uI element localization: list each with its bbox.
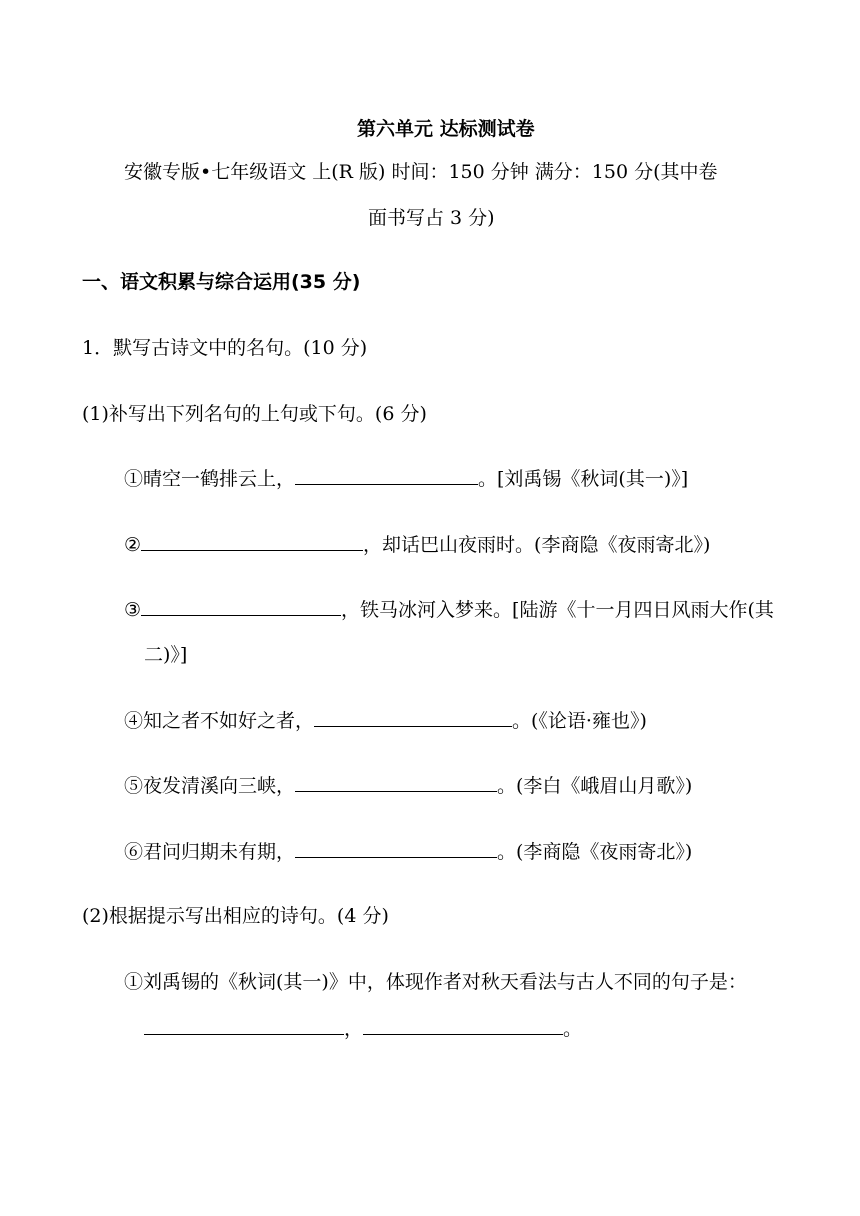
page-title: 第六单元 达标测试卷 <box>357 118 535 140</box>
section-heading: 一、语文积累与综合运用(35 分) <box>82 271 361 293</box>
blank-end: 。 <box>563 1018 583 1040</box>
part-2-item-1: ①刘禹锡的《秋词(其一)》中，体现作者对秋天看法与古人不同的句子是： <box>124 971 747 993</box>
fill-item-text: ② <box>124 534 142 556</box>
fill-item-text: ⑤夜发清溪向三峡， <box>124 775 296 797</box>
question-1-stem: 1．默写古诗文中的名句。(10 分) <box>82 337 368 359</box>
exam-info-line-2: 面书写占 3 分) <box>368 207 495 229</box>
answer-blank[interactable] <box>295 839 497 858</box>
fill-item-5 <box>124 773 692 798</box>
fill-item-text: ①晴空一鹤排云上， <box>124 468 296 490</box>
answer-blank[interactable] <box>363 1016 563 1035</box>
blank-separator: ， <box>344 1018 364 1040</box>
fill-item-text: ③ <box>124 599 142 621</box>
answer-blank[interactable] <box>295 773 497 792</box>
answer-blank[interactable] <box>295 466 478 485</box>
question-1-part-1: (1)补写出下列名句的上句或下句。(6 分) <box>82 403 427 425</box>
fill-item-6 <box>124 839 692 864</box>
answer-blank[interactable] <box>141 597 341 616</box>
fill-item-source: 。[刘禹锡《秋词(其一)》] <box>478 468 689 490</box>
fill-item-source: 。(李商隐《夜雨寄北》) <box>497 841 693 863</box>
fill-item-2 <box>124 532 710 557</box>
fill-item-4 <box>124 708 647 733</box>
fill-item-source: 。(李白《峨眉山月歌》) <box>497 775 693 797</box>
answer-blank[interactable] <box>144 1016 344 1035</box>
fill-item-source: ，铁马冰河入梦来。[陆游《十一月四日风雨大作(其 <box>341 599 774 621</box>
fill-item-text: ⑥君问归期未有期， <box>124 841 296 863</box>
fill-item-1 <box>124 466 688 491</box>
fill-item-text: ④知之者不如好之者， <box>124 710 315 732</box>
question-1-part-2: (2)根据提示写出相应的诗句。(4 分) <box>82 905 389 927</box>
fill-item-3-continuation: 二)》] <box>144 644 188 666</box>
answer-blank[interactable] <box>314 708 512 727</box>
part-2-item-1-answer <box>144 1016 582 1041</box>
fill-item-source: ，却话巴山夜雨时。(李商隐《夜雨寄北》) <box>363 534 711 556</box>
exam-info-line-1: 安徽专版•七年级语文 上(R 版) 时间：150 分钟 满分：150 分(其中卷 <box>124 161 718 183</box>
fill-item-source: 。(《论语·雍也》) <box>512 710 647 732</box>
answer-blank[interactable] <box>141 532 363 551</box>
fill-item-3 <box>124 597 774 622</box>
